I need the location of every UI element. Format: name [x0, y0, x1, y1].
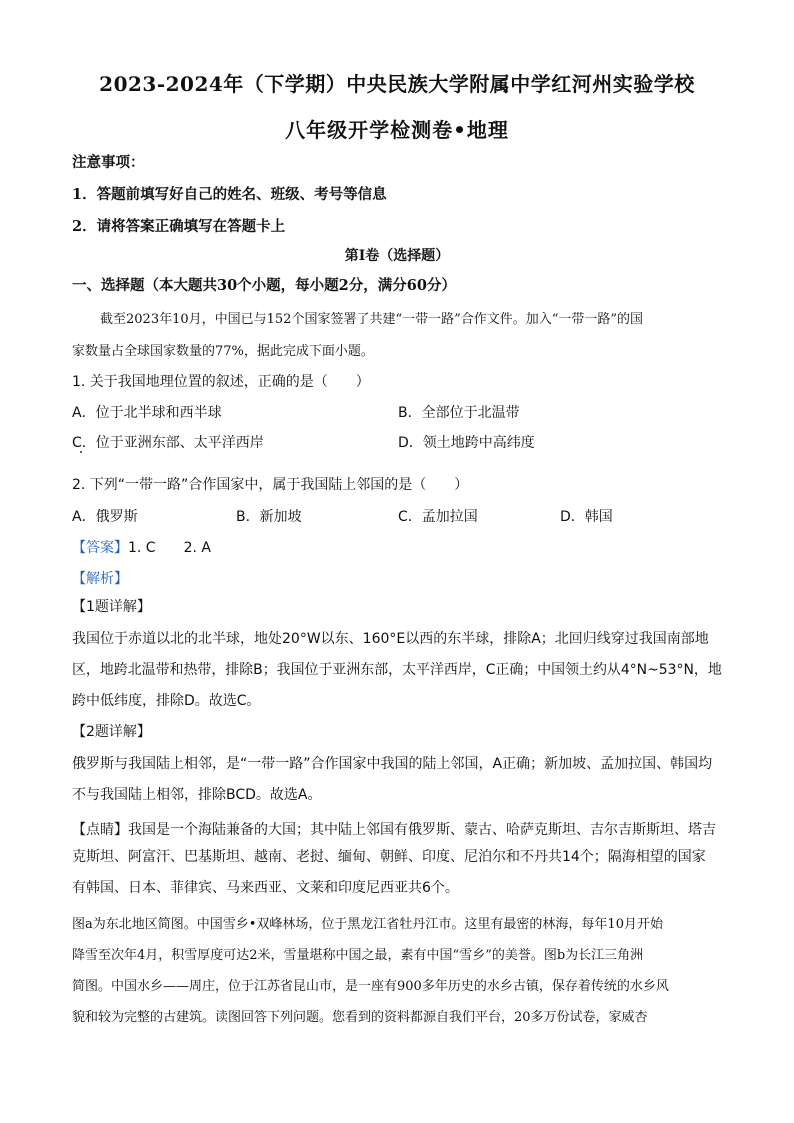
exam-subtitle: 八年级开学检测卷•地理 — [285, 118, 509, 142]
q1-option-a: A．位于北半球和西半球 — [72, 405, 222, 421]
detail-1-line-2: 区，地跨北温带和热带，排除B；我国位于亚洲东部，太平洋西岸，C正确；中国领土约从4°N~53°N，地 — [72, 662, 722, 678]
tip-line-1-row — [72, 819, 716, 838]
passage-line-3: 简图。中国水乡——周庄，位于江苏省昆山市，是一座有900多年历史的水乡古镇，保存着传统的水乡风 — [72, 979, 669, 994]
notice-item-2: 2．请将答案正确填写在答题卡上 — [72, 218, 286, 235]
tip-line-1: 我国是一个海陆兼备的大国；其中陆上邻国有俄罗斯、蒙古、哈萨克斯坦、吉尔吉斯斯坦、塔吉 — [128, 822, 716, 838]
answer-tag: 【答案】 — [72, 540, 128, 556]
intro-line-2: 家数量占全球国家数量的77%，据此完成下面小题。 — [72, 344, 374, 359]
part-title: 一、选择题（本大题共30个小题，每小题2分，满分60分） — [72, 277, 456, 294]
detail-1-line-1: 我国位于赤道以北的北半球，地处20°W以东、160°E以西的东半球，排除A；北回归线穿过我国南部地 — [72, 631, 709, 647]
q1-option-c: C．位于亚洲东部、太平洋西岸 — [72, 435, 264, 451]
exam-title: 2023-2024年（下学期）中央民族大学附属中学红河州实验学校 — [99, 72, 695, 96]
tip-line-2: 克斯坦、阿富汗、巴基斯坦、越南、老挝、缅甸、朝鲜、印度、尼泊尔和不丹共14个；隔海相望的国家 — [72, 849, 706, 865]
passage-line-1: 图a为东北地区简图。中国雪乡•双峰林场，位于黑龙江省牡丹江市。这里有最密的林海，每年10月开始 — [72, 917, 663, 932]
detail-2-line-2: 不与我国陆上相邻，排除BCD。故选A。 — [72, 787, 322, 803]
tip-tag: 【点睛】 — [72, 822, 128, 838]
q2-option-b: B．新加坡 — [236, 509, 302, 525]
notice-item-1: 1．答题前填写好自己的姓名、班级、考号等信息 — [72, 186, 387, 203]
passage-line-4: 貌和较为完整的古建筑。读图回答下列问题。您看到的资料都源自我们平台，20多万份试卷，家威杏 — [72, 1010, 648, 1025]
q2-option-a: A．俄罗斯 — [72, 509, 138, 525]
tip-line-3: 有韩国、日本、菲律宾、马来西亚、文莱和印度尼西亚共6个。 — [72, 880, 459, 896]
stray-dot-mark — [80, 451, 82, 453]
q1-stem: 1. 关于我国地理位置的叙述，正确的是（ ） — [72, 374, 370, 390]
q1-option-b: B．全部位于北温带 — [398, 405, 520, 421]
q2-stem: 2. 下列“一带一路”合作国家中，属于我国陆上邻国的是（ ） — [72, 477, 469, 493]
passage-line-2: 降雪至次年4月，积雪厚度可达2米，雪量堪称中国之最，素有中国“雪乡”的美誉。图b为长江三角洲 — [72, 948, 644, 963]
answer-row — [72, 537, 211, 557]
analysis-tag: 【解析】 — [72, 571, 128, 587]
answer-text: 1. C 2. A — [128, 540, 211, 556]
detail-1-tag: 【1题详解】 — [72, 599, 151, 615]
detail-2-line-1: 俄罗斯与我国陆上相邻，是“一带一路”合作国家中我国的陆上邻国，A正确；新加坡、孟加拉国、韩国均 — [72, 756, 713, 772]
q2-option-d: D．韩国 — [560, 509, 613, 525]
q1-option-d: D．领土地跨中高纬度 — [398, 435, 535, 451]
q2-option-c: C．孟加拉国 — [398, 509, 478, 525]
volume-title: 第I卷（选择题） — [344, 248, 450, 264]
notice-heading: 注意事项： — [72, 154, 145, 171]
detail-1-line-3: 跨中低纬度，排除D。故选C。 — [72, 693, 261, 709]
detail-2-tag: 【2题详解】 — [72, 724, 151, 740]
intro-line-1: 截至2023年10月，中国已与152个国家签署了共建“一带一路”合作文件。加入“一带一路”的国 — [100, 312, 644, 327]
